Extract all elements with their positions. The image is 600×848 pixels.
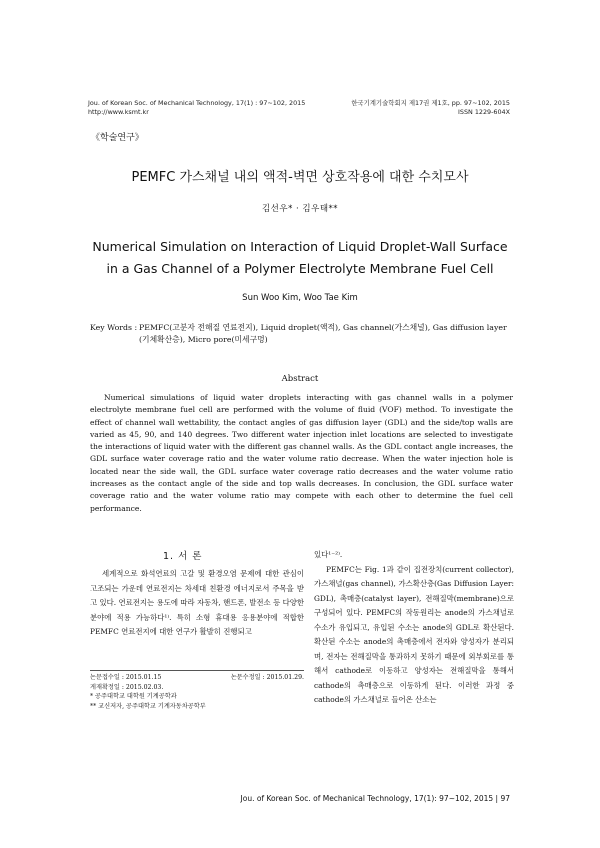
author-affiliation-2: ** 교신저자, 공주대학교 기계자동차공학부: [90, 702, 206, 710]
footnote-divider: [90, 670, 304, 671]
intro-right-paragraph: PEMFC는 Fig. 1과 같이 집전장치(current collector), 가스채널(gas channel), 가스확산층(Gas Diffusion Layer: GDL), 촉매층(catalyst layer), 전해질막(membrane)으로 구성되어 있다. PEMFC의 작동원리는 anode의 가스채널로 수소가 유입되고, 유입된 수소는 anode의 GDL로 확산된다. 확산된 수소는 anode의 촉매층에서 전자와 양성자가 분리되며, 전자는 전해질막을 통과하지 못하기 때문에 외부회로를 통해서 cathode로 이동하고 양성자는 전해질막을 통해서 cathode의 촉매층으로 이동하게 된다. 이러한 과정 중 cathode의 가스채널로 들어온 산소는: [314, 564, 514, 704]
accepted-date: 게재확정일 : 2015.02.03.: [90, 683, 164, 691]
keywords-label: Key Words :: [90, 323, 138, 332]
journal-url: http://www.ksmt.kr: [88, 108, 149, 116]
journal-issn: ISSN 1229-604X: [458, 108, 510, 116]
journal-citation: Jou. of Korean Soc. of Mechanical Technology, 17(1) : 97~102, 2015: [88, 99, 306, 107]
keywords-block: [90, 322, 515, 346]
title-en-line2: in a Gas Channel of a Polymer Electrolyte Membrane Fuel Cell: [106, 261, 494, 276]
journal-citation-kr: 한국기계기술학회지 제17권 제1호, pp. 97~102, 2015: [351, 99, 510, 107]
footnotes: [90, 673, 304, 711]
intro-left-column: 세계적으로 화석연료의 고갈 및 환경오염 문제에 대한 관심이 고조되는 가운데 연료전지는 차세대 친환경 에너지로서 주목을 받고 있다. 연료전지는 용도에 따라 자동차, 핸드폰, 발전소 등 다양한 분야에 적용 가능하다¹⁾. 특히 소형 휴대용 응용분야에 적합한 PEMFC 연료전지에 대한 연구가 활발히 진행되고: [90, 569, 304, 636]
received-date: 논문접수일 : 2015.01.15: [90, 674, 162, 681]
author-affiliation-1: * 공주대학교 대학원 기계공학과: [90, 693, 177, 700]
section-tag: 《학술연구》: [91, 133, 144, 143]
revised-date: 논문수정일 : 2015.01.29.: [230, 674, 304, 681]
abstract-body: Numerical simulations of liquid water droplets interacting with gas channel walls in a polymer electrolyte membrane fuel cell are performed with the volume of fluid (VOF) method. To investigate the effect of channel wall wettability, the contact angles of gas diffusion layer (GDL) and the side/top walls are varied as 45, 90, and 140 degrees. Two different water injection inlet locations are selected to investigate the interactions of liquid water with the different gas channel walls. As the GDL contact angle increases, the GDL surface water coverage ratio and the water volume ratio decrease. When the water injection hole is located near the side wall, the GDL surface water coverage ratio decreases and the water volume ratio increases as the contact angle of the side and top walls decreases. In conclusion, the GDL surface water coverage ratio and the water volume ratio may compete with each other to determine the fuel cell performance.: [90, 393, 513, 513]
journal-header-right: [351, 99, 510, 117]
abstract-heading: Abstract: [281, 374, 319, 384]
page-footer: Jou. of Korean Soc. of Mechanical Technology, 17(1): 97~102, 2015 | 97: [240, 794, 510, 803]
paper-title-korean: PEMFC 가스채널 내의 액적-벽면 상호작용에 대한 수치모사: [131, 170, 469, 185]
keywords-text: PEMFC(고분자 전해질 연료전지), Liquid droplet(액적), Gas channel(가스채널), Gas diffusion layer (기체확산층), Micro pore(미세구멍): [139, 323, 507, 344]
authors-english: Sun Woo Kim, Woo Tae Kim: [242, 293, 358, 303]
intro-right-start: 있다¹⁻²⁾.: [314, 550, 343, 559]
section-heading-introduction: 1. 서 론: [163, 551, 203, 562]
paper-title-english: [0, 236, 600, 280]
journal-header-left: [88, 99, 305, 117]
intro-right-column: [314, 548, 514, 708]
title-en-line1: Numerical Simulation on Interaction of Liquid Droplet-Wall Surface: [92, 239, 508, 254]
authors-korean: 김선우* · 김우태**: [261, 204, 339, 214]
